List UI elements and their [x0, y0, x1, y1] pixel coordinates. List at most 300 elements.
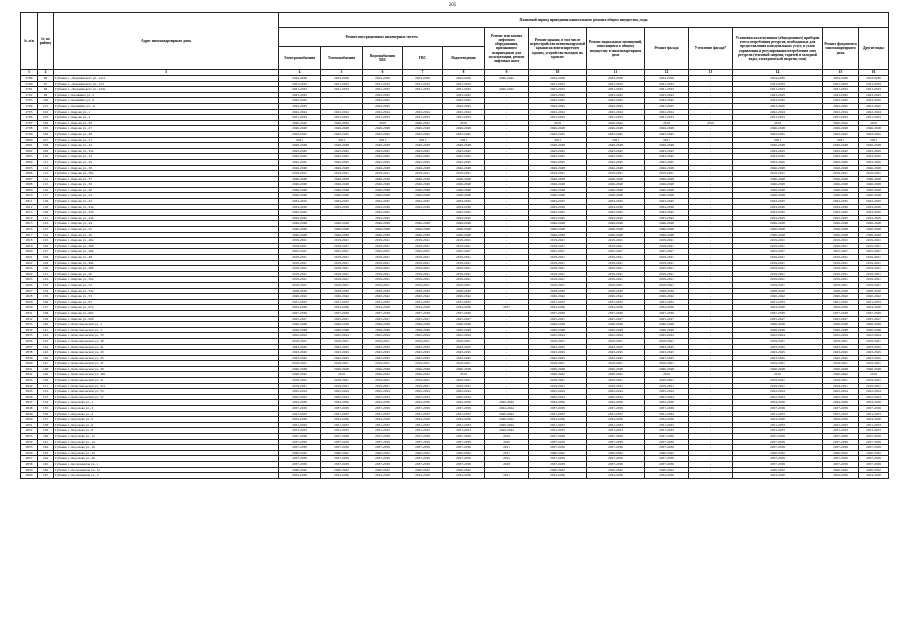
- table-cell: 2031-2033: [859, 422, 889, 428]
- table-cell: 2046-2048: [645, 126, 689, 132]
- table-cell: 2019-2021: [529, 243, 587, 249]
- table-cell: 2019-2021: [279, 238, 321, 244]
- table-cell: 2022-2024: [363, 389, 403, 395]
- table-cell: -: [485, 154, 529, 160]
- header-water-cold: [363, 47, 403, 70]
- table-cell: 2034-2036: [403, 417, 443, 423]
- table-cell: 2043-2045: [529, 148, 587, 154]
- table-cell: 2046-2048: [363, 143, 403, 149]
- table-cell: 2043-2045: [587, 210, 645, 216]
- table-cell: -: [321, 210, 363, 216]
- table-cell: 2034-2036: [403, 204, 443, 210]
- table-cell: -: [485, 249, 529, 255]
- table-cell: 2022-2024: [733, 389, 823, 395]
- table-cell: 2040-2042: [529, 372, 587, 378]
- table-cell: 2031-2033: [321, 428, 363, 434]
- table-cell: 2043-2045: [823, 350, 859, 356]
- table-cell: 2019-2021: [859, 255, 889, 261]
- table-cell: 2028-2030: [321, 288, 363, 294]
- table-cell: 2046-2048: [859, 232, 889, 238]
- table-cell: -: [485, 378, 529, 384]
- table-cell: 2025-2027: [403, 249, 443, 255]
- table-cell: 2040-2042: [529, 294, 587, 300]
- table-cell: 2793: [21, 98, 38, 104]
- table-cell: 2046-2048: [363, 182, 403, 188]
- col-number: 7: [403, 70, 443, 76]
- table-cell: 2040-2042: [485, 87, 529, 93]
- table-cell: 2022-2024: [443, 109, 485, 115]
- table-cell: -: [689, 187, 733, 193]
- table-cell: 2037-2039: [529, 434, 587, 440]
- table-cell: 2034-2036: [645, 76, 689, 82]
- table-cell: 2043-2045: [529, 98, 587, 104]
- table-cell: -: [689, 227, 733, 233]
- table-cell: 2046-2048: [733, 327, 823, 333]
- table-cell: 2021: [587, 137, 645, 143]
- table-cell: 2841: [21, 366, 38, 372]
- table-cell: 2046-2048: [733, 232, 823, 238]
- table-cell: 2043-2045: [587, 148, 645, 154]
- table-cell: 2043-2045: [321, 350, 363, 356]
- table-cell: 2046-2048: [321, 327, 363, 333]
- table-cell: 2022-2024: [587, 394, 645, 400]
- table-cell: 2046-2048: [443, 227, 485, 233]
- table-cell: 2019-2021: [733, 266, 823, 272]
- table-cell: -: [485, 282, 529, 288]
- table-cell: 2040-2042: [823, 450, 859, 456]
- table-cell: -: [689, 193, 733, 199]
- table-cell: 2040-2042: [403, 372, 443, 378]
- table-cell: 2040-2042: [823, 372, 859, 378]
- table-cell: 2043-2045: [403, 131, 443, 137]
- table-cell: -: [689, 383, 733, 389]
- table-cell: -: [689, 266, 733, 272]
- table-cell: 2034-2036: [321, 204, 363, 210]
- table-cell: 2806: [21, 171, 38, 177]
- table-cell: -: [485, 310, 529, 316]
- table-cell: 2031-2033: [823, 81, 859, 87]
- table-cell: -: [321, 215, 363, 221]
- table-cell: 2040-2042: [403, 450, 443, 456]
- table-cell: 2031-2033: [859, 81, 889, 87]
- table-cell: 153: [38, 394, 54, 400]
- table-cell: 2031-2033: [403, 115, 443, 121]
- table-cell: 2031-2033: [529, 87, 587, 93]
- header-engineering-group: Ремонт внутридомовых инженерных систем: [279, 28, 485, 47]
- table-cell: 2043-2045: [823, 199, 859, 205]
- table-cell: 2031-2033: [279, 115, 321, 121]
- table-cell: 2021: [645, 137, 689, 143]
- table-cell: 2019-2021: [859, 338, 889, 344]
- table-cell: 2043-2045: [859, 131, 889, 137]
- table-cell: 2040-2042: [363, 450, 403, 456]
- col-number: 14: [733, 70, 823, 76]
- table-cell: 2034-2036: [733, 76, 823, 82]
- table-cell: -: [485, 221, 529, 227]
- table-cell: 2043-2045: [823, 210, 859, 216]
- table-cell: -: [689, 322, 733, 328]
- table-cell: 2043-2045: [529, 159, 587, 165]
- table-cell: 2046-2048: [363, 327, 403, 333]
- table-cell: 2043-2045: [823, 131, 859, 137]
- table-cell: 2031-2033: [403, 81, 443, 87]
- table-cell: 2019-2021: [363, 338, 403, 344]
- table-cell: 2046-2048: [733, 176, 823, 182]
- table-cell: 2019-2021: [859, 282, 889, 288]
- table-cell: 2019-2021: [403, 171, 443, 177]
- table-cell: 2034-2036: [587, 204, 645, 210]
- table-cell: 2031-2033: [279, 81, 321, 87]
- table-cell: 2037-2039: [363, 310, 403, 316]
- table-cell: 2019-2021: [443, 277, 485, 283]
- table-cell: 2046-2048: [443, 182, 485, 188]
- table-cell: 2019-2021: [733, 171, 823, 177]
- table-cell: 2043-2045: [587, 350, 645, 356]
- table-cell: 138: [38, 310, 54, 316]
- table-cell: 2810: [21, 193, 38, 199]
- header-facade: Ремонт фасада: [645, 28, 689, 70]
- table-cell: 2046-2048: [403, 182, 443, 188]
- table-cell: 2046-2048: [859, 322, 889, 328]
- table-cell: 2019-2021: [363, 243, 403, 249]
- col-number: 11: [587, 70, 645, 76]
- table-cell: 2040-2042: [363, 467, 403, 473]
- table-cell: 2043-2045: [363, 199, 403, 205]
- table-cell: Губкина г., Кирова ул., 32: [54, 143, 279, 149]
- table-cell: 2860: [21, 473, 38, 479]
- table-cell: 2830: [21, 305, 38, 311]
- header-address: Адрес многоквартирного дома: [54, 13, 279, 70]
- table-cell: 2019-2021: [363, 266, 403, 272]
- table-cell: 2025-2027: [529, 316, 587, 322]
- table-cell: 2021: [485, 445, 529, 451]
- table-cell: 2046-2048: [321, 187, 363, 193]
- table-cell: -: [485, 131, 529, 137]
- table-cell: 2046-2048: [645, 182, 689, 188]
- table-cell: 2022-2024: [823, 109, 859, 115]
- table-cell: 2019-2021: [321, 271, 363, 277]
- table-cell: 2022-2024: [403, 109, 443, 115]
- table-cell: 2019-2021: [443, 378, 485, 384]
- table-cell: Губкина г., Кирова ул., 2: [54, 115, 279, 121]
- table-cell: 2021: [279, 137, 321, 143]
- table-cell: 2022-2024: [859, 109, 889, 115]
- table-cell: 2019-2021: [279, 378, 321, 384]
- table-cell: 2789: [21, 76, 38, 82]
- col-number: 3: [54, 70, 279, 76]
- table-cell: -: [485, 182, 529, 188]
- table-cell: 2824: [21, 271, 38, 277]
- table-cell: Губкина г., Королева ул., 4: [54, 411, 279, 417]
- table-cell: 2043-2045: [859, 344, 889, 350]
- table-cell: 2034-2036: [321, 473, 363, 479]
- table-cell: -: [689, 210, 733, 216]
- table-cell: 2037-2039: [645, 310, 689, 316]
- table-cell: -: [689, 87, 733, 93]
- table-cell: Губкина г., Комсомольская ул., 47: [54, 361, 279, 367]
- table-cell: 2019-2021: [321, 277, 363, 283]
- table-cell: 2040-2042: [645, 294, 689, 300]
- table-cell: 2040-2042: [485, 417, 529, 423]
- table-cell: 2025-2027: [587, 316, 645, 322]
- table-cell: 2034-2036: [823, 305, 859, 311]
- table-cell: 141: [38, 327, 54, 333]
- table-cell: 2795: [21, 109, 38, 115]
- table-cell: 129: [38, 260, 54, 266]
- table-cell: 2046-2048: [587, 126, 645, 132]
- table-cell: 2043-2045: [823, 98, 859, 104]
- table-cell: Губкина г., Кирова ул., 39: [54, 182, 279, 188]
- table-cell: Губкина г., Кирова ул., 48: [54, 255, 279, 261]
- table-cell: 2037-2039: [321, 406, 363, 412]
- table-cell: 2046-2048: [321, 322, 363, 328]
- table-cell: 2037-2039: [823, 456, 859, 462]
- table-cell: 2805: [21, 165, 38, 171]
- table-cell: 2037-2039: [823, 406, 859, 412]
- table-cell: Губкина г., Кирова ул., 1: [54, 109, 279, 115]
- table-cell: 2825: [21, 277, 38, 283]
- table-cell: -: [485, 120, 529, 126]
- table-cell: 2034-2036: [321, 400, 363, 406]
- table-cell: 2802: [21, 148, 38, 154]
- table-cell: 2034-2036: [403, 473, 443, 479]
- table-cell: 2040-2042: [587, 450, 645, 456]
- table-cell: 2040-2042: [859, 294, 889, 300]
- table-cell: 2019-2021: [823, 260, 859, 266]
- table-cell: 2022-2024: [587, 109, 645, 115]
- table-cell: 2031-2033: [321, 115, 363, 121]
- table-cell: 2043-2045: [859, 210, 889, 216]
- table-cell: Губкина г., Комсомольская ул., 55: [54, 389, 279, 395]
- table-cell: 2040-2042: [529, 450, 587, 456]
- table-cell: Губкина г., Кирова ул., 52: [54, 282, 279, 288]
- page-number: 205: [448, 3, 457, 8]
- table-cell: 2037-2039: [529, 310, 587, 316]
- table-cell: 2019-2021: [529, 378, 587, 384]
- table-cell: 2043-2045: [363, 131, 403, 137]
- table-cell: -: [689, 305, 733, 311]
- table-cell: 2040-2042: [321, 120, 363, 126]
- table-cell: 2037-2039: [529, 439, 587, 445]
- table-cell: 2019-2021: [645, 238, 689, 244]
- table-cell: 2043-2045: [859, 159, 889, 165]
- table-cell: 2019-2021: [587, 277, 645, 283]
- table-cell: -: [689, 131, 733, 137]
- table-cell: 109: [38, 148, 54, 154]
- table-cell: 2034-2036: [321, 417, 363, 423]
- table-cell: 2043-2045: [859, 215, 889, 221]
- table-cell: 2019: [645, 372, 689, 378]
- table-cell: 2019-2021: [403, 383, 443, 389]
- table-cell: 2037-2039: [645, 445, 689, 451]
- table-cell: 2046-2048: [859, 165, 889, 171]
- header-period-group: Плановый период проведения капитального ремонта общего имущества, годы: [279, 13, 889, 28]
- table-cell: -: [689, 103, 733, 109]
- table-cell: 2046-2048: [279, 126, 321, 132]
- table-cell: 121: [38, 215, 54, 221]
- table-cell: 2031-2033: [645, 422, 689, 428]
- table-cell: -: [689, 282, 733, 288]
- table-cell: 2019-2021: [529, 277, 587, 283]
- table-cell: 2019-2021: [363, 282, 403, 288]
- table-cell: 160: [38, 434, 54, 440]
- col-number: 8: [443, 70, 485, 76]
- table-cell: 2046-2048: [859, 176, 889, 182]
- table-cell: 2852: [21, 428, 38, 434]
- table-cell: 2043-2045: [403, 154, 443, 160]
- table-cell: 2046-2048: [363, 227, 403, 233]
- table-cell: 2021: [321, 137, 363, 143]
- table-cell: 2019-2021: [733, 378, 823, 384]
- table-cell: 156: [38, 411, 54, 417]
- table-cell: 2040-2042: [733, 450, 823, 456]
- table-cell: 2040-2042: [733, 467, 823, 473]
- table-cell: 2037-2039: [443, 434, 485, 440]
- table-cell: 2028-2030: [279, 288, 321, 294]
- table-cell: 2043-2045: [823, 344, 859, 350]
- table-cell: 2046-2048: [587, 227, 645, 233]
- table-cell: 2046-2048: [279, 143, 321, 149]
- table-cell: 2819: [21, 243, 38, 249]
- table-cell: 2043-2045: [823, 148, 859, 154]
- table-cell: 2046-2048: [443, 327, 485, 333]
- table-cell: 2022-2024: [279, 109, 321, 115]
- table-cell: 2043-2045: [859, 98, 889, 104]
- table-cell: 2043-2045: [529, 131, 587, 137]
- table-cell: 2046-2048: [645, 327, 689, 333]
- table-cell: 2031-2033: [403, 428, 443, 434]
- table-cell: 2040-2042: [587, 467, 645, 473]
- table-cell: 2019-2021: [279, 271, 321, 277]
- table-cell: 2043-2045: [363, 148, 403, 154]
- table-cell: 2034-2036: [859, 76, 889, 82]
- table-cell: -: [689, 154, 733, 160]
- table-cell: 2037-2039: [529, 406, 587, 412]
- table-cell: 2046-2048: [403, 165, 443, 171]
- table-cell: 2040-2042: [279, 372, 321, 378]
- table-cell: 2019-2021: [443, 171, 485, 177]
- table-cell: -: [689, 92, 733, 98]
- table-cell: 2854: [21, 439, 38, 445]
- table-cell: 2022-2024: [403, 333, 443, 339]
- table-cell: 2040-2042: [485, 422, 529, 428]
- table-cell: 2021: [859, 137, 889, 143]
- table-cell: 2037-2039: [859, 445, 889, 451]
- table-cell: 2019-2021: [529, 282, 587, 288]
- table-cell: 2043-2045: [279, 159, 321, 165]
- table-cell: 2022-2024: [321, 394, 363, 400]
- table-cell: 2019-2021: [823, 338, 859, 344]
- table-cell: 2034-2036: [529, 400, 587, 406]
- table-cell: 2031-2033: [443, 81, 485, 87]
- table-cell: 2025-2027: [587, 249, 645, 255]
- table-cell: 2043-2045: [443, 148, 485, 154]
- table-cell: 2046-2048: [859, 327, 889, 333]
- table-cell: 2031-2033: [321, 299, 363, 305]
- table-cell: Губкина г., Комсомольская ул., 51а: [54, 383, 279, 389]
- table-cell: 2046-2048: [587, 182, 645, 188]
- table-cell: 2043-2045: [279, 154, 321, 160]
- table-cell: 2031-2033: [403, 422, 443, 428]
- table-cell: 2043-2045: [321, 131, 363, 137]
- table-cell: -: [689, 81, 733, 87]
- table-cell: -: [689, 372, 733, 378]
- table-cell: 2823: [21, 266, 38, 272]
- table-cell: 2046-2048: [645, 366, 689, 372]
- table-cell: 154: [38, 400, 54, 406]
- table-cell: 2046-2048: [529, 366, 587, 372]
- table-cell: 2019-2021: [321, 361, 363, 367]
- table-cell: -: [689, 310, 733, 316]
- table-cell: 2031-2033: [529, 115, 587, 121]
- table-cell: 97: [38, 81, 54, 87]
- table-cell: 2037-2039: [587, 461, 645, 467]
- table-cell: 2037-2039: [859, 434, 889, 440]
- table-cell: 2031-2033: [529, 411, 587, 417]
- table-cell: -: [485, 366, 529, 372]
- table-cell: Губкина г., Кирова ул., 27: [54, 126, 279, 132]
- table-cell: 2851: [21, 422, 38, 428]
- table-cell: -: [689, 255, 733, 261]
- table-cell: 2043-2045: [733, 154, 823, 160]
- table-cell: -: [689, 327, 733, 333]
- table-cell: 2031-2033: [859, 115, 889, 121]
- table-cell: 2043-2045: [733, 103, 823, 109]
- table-cell: -: [485, 243, 529, 249]
- table-cell: Губкина г., Кирова ул., 52а: [54, 288, 279, 294]
- table-cell: 2021: [733, 137, 823, 143]
- table-cell: 2028-2030: [823, 288, 859, 294]
- table-cell: 2034-2036: [859, 473, 889, 479]
- table-cell: -: [689, 243, 733, 249]
- table-cell: 2040-2042: [443, 467, 485, 473]
- table-cell: -: [485, 327, 529, 333]
- table-cell: 2031-2033: [443, 411, 485, 417]
- table-cell: 158: [38, 422, 54, 428]
- table-cell: 2031-2033: [529, 81, 587, 87]
- table-cell: -: [689, 115, 733, 121]
- table-cell: -: [485, 338, 529, 344]
- col-number: 10: [529, 70, 587, 76]
- table-cell: 128: [38, 255, 54, 261]
- table-cell: 2028-2030: [529, 288, 587, 294]
- table-cell: 2046-2048: [733, 126, 823, 132]
- table-cell: 2857: [21, 456, 38, 462]
- table-cell: 2019-2021: [587, 171, 645, 177]
- table-cell: 2031-2033: [587, 115, 645, 121]
- table-cell: 2046-2048: [645, 165, 689, 171]
- table-cell: 2843: [21, 378, 38, 384]
- col-number: 6: [363, 70, 403, 76]
- table-cell: 2031-2033: [823, 299, 859, 305]
- table-cell: 140: [38, 322, 54, 328]
- table-cell: 2043-2045: [321, 355, 363, 361]
- table-cell: 2855: [21, 445, 38, 451]
- table-cell: -: [485, 260, 529, 266]
- table-cell: 2046-2048: [587, 165, 645, 171]
- table-cell: 2847: [21, 400, 38, 406]
- table-cell: -: [485, 372, 529, 378]
- table-cell: 2019-2021: [321, 260, 363, 266]
- table-cell: 2037-2039: [443, 461, 485, 467]
- table-cell: 105: [38, 126, 54, 132]
- table-cell: 2019-2021: [587, 383, 645, 389]
- table-cell: 2046-2048: [403, 322, 443, 328]
- table-cell: 145: [38, 350, 54, 356]
- table-cell: 2043-2045: [529, 344, 587, 350]
- table-cell: 2040-2042: [485, 428, 529, 434]
- table-cell: 2040-2042: [485, 76, 529, 82]
